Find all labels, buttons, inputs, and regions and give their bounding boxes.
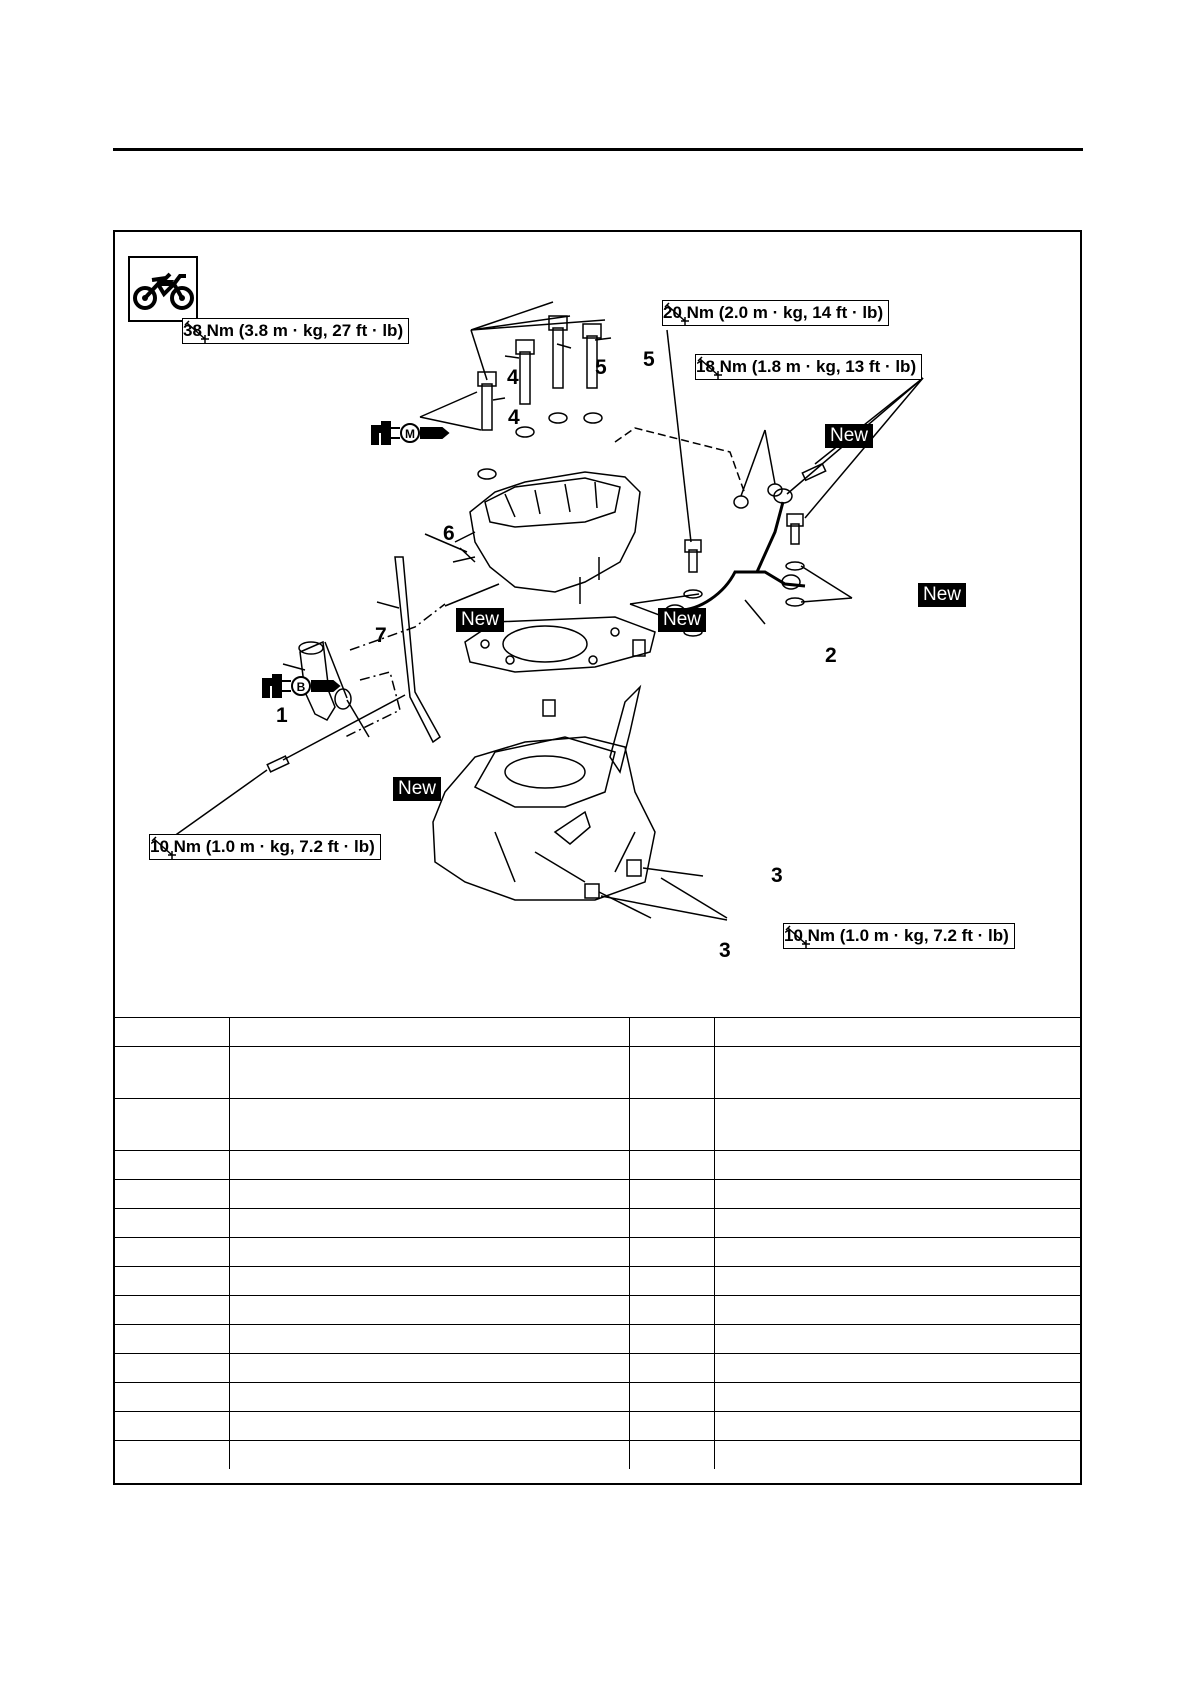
table-row bbox=[115, 1383, 1080, 1412]
torque-value: 20 Nm (2.0 m · kg, 14 ft · lb) bbox=[663, 303, 884, 322]
torque-wrench-icon bbox=[663, 301, 691, 325]
torque-value: 10 Nm (1.0 m · kg, 7.2 ft · lb) bbox=[784, 926, 1009, 945]
diagram-frame bbox=[113, 230, 1082, 1485]
exploded-diagram bbox=[115, 232, 1084, 1017]
lube-applicator-icon bbox=[261, 671, 341, 701]
table-row bbox=[115, 1047, 1080, 1099]
parts-table bbox=[115, 1017, 1080, 1469]
callout-3: 3 bbox=[771, 864, 783, 887]
table-row bbox=[115, 1354, 1080, 1383]
callout-5: 5 bbox=[643, 348, 655, 371]
table-row bbox=[115, 1099, 1080, 1151]
lube-applicator-icon bbox=[370, 418, 450, 448]
torque-spec-union-bolt bbox=[695, 354, 922, 380]
new-part-tag: New bbox=[825, 424, 873, 448]
table-row bbox=[115, 1325, 1080, 1354]
torque-value: 18 Nm (1.8 m · kg, 13 ft · lb) bbox=[696, 357, 917, 376]
callout-6: 6 bbox=[443, 522, 455, 545]
table-row bbox=[115, 1238, 1080, 1267]
torque-spec-thermostat-bolt bbox=[149, 834, 381, 860]
callout-2: 2 bbox=[825, 644, 837, 667]
torque-spec-plug-bolt bbox=[783, 923, 1015, 949]
lube-letter: M bbox=[405, 427, 415, 441]
table-row bbox=[115, 1267, 1080, 1296]
callout-5: 5 bbox=[595, 356, 607, 379]
table-row bbox=[115, 1180, 1080, 1209]
table-header-row bbox=[115, 1018, 1080, 1047]
table-row bbox=[115, 1412, 1080, 1441]
torque-spec-head-bolt bbox=[182, 318, 409, 344]
torque-wrench-icon bbox=[696, 355, 724, 379]
callout-7: 7 bbox=[375, 624, 387, 647]
table-row bbox=[115, 1296, 1080, 1325]
callout-3: 3 bbox=[719, 939, 731, 962]
torque-wrench-icon bbox=[183, 319, 211, 343]
torque-spec-oil-bolt bbox=[662, 300, 889, 326]
new-part-tag: New bbox=[393, 777, 441, 801]
torque-value: 10 Nm (1.0 m · kg, 7.2 ft · lb) bbox=[150, 837, 375, 856]
torque-wrench-icon bbox=[150, 835, 178, 859]
header-rule bbox=[113, 148, 1083, 151]
lube-letter: B bbox=[296, 680, 306, 694]
new-part-tag: New bbox=[456, 608, 504, 632]
table-row bbox=[115, 1151, 1080, 1180]
new-part-tag: New bbox=[658, 608, 706, 632]
callout-4: 4 bbox=[507, 366, 519, 389]
engine-drawing bbox=[115, 232, 1084, 1017]
callout-4: 4 bbox=[508, 406, 520, 429]
torque-wrench-icon bbox=[784, 924, 812, 948]
new-part-tag: New bbox=[918, 583, 966, 607]
table-row bbox=[115, 1209, 1080, 1238]
torque-value: 38 Nm (3.8 m · kg, 27 ft · lb) bbox=[183, 321, 404, 340]
table-row bbox=[115, 1441, 1080, 1470]
callout-1: 1 bbox=[276, 704, 288, 727]
